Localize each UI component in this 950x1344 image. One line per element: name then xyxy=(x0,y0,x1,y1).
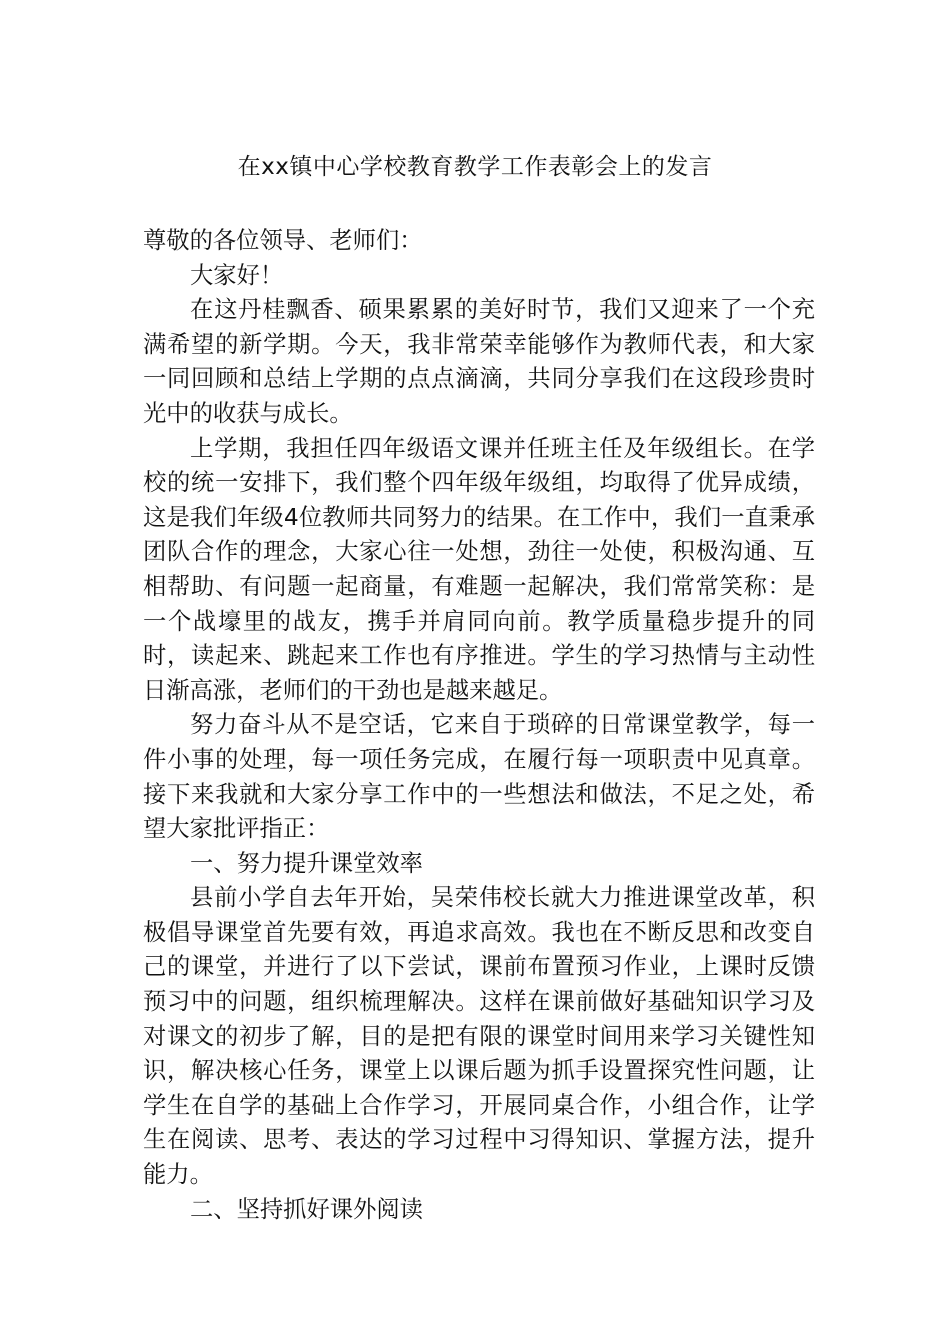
section-paragraph-1: 县前小学自去年开始，吴荣伟校长就大力推进课堂改革，积极倡导课堂首先要有效，再追求高效。我也在不断反思和改变自己的课堂，并进行了以下尝试，课前布置预习作业，上课时反馈预习中的问题，组织梳理解决。这样在课前做好基础知识学习及对课文的初步了解，目的是把有限的课堂时间用来学习关键性知识，解决核心任务，课堂上以课后题为抓手设置探究性问题，让学生在自学的基础上合作学习，开展同桌合作，小组合作，让学生在阅读、思考、表达的学习过程中习得知识、掌握方法，提升能力。 xyxy=(143,884,815,1189)
paragraph-2: 上学期，我担任四年级语文课并任班主任及年级组长。在学校的统一安排下，我们整个四年级年级组，均取得了优异成绩，这是我们年级4位教师共同努力的结果。在工作中，我们一直秉承团队合作的理念，大家心往一处想，劲往一处使，积极沟通、互相帮助、有问题一起商量，有难题一起解决，我们常常笑称：是一个战壕里的战友，携手并肩同向前。教学质量稳步提升的同时，读起来、跳起来工作也有序推进。学生的学习热情与主动性日渐高涨，老师们的干劲也是越来越足。 xyxy=(143,434,815,704)
section-heading-2: 二、坚持抓好课外阅读 xyxy=(190,1195,423,1223)
paragraph-3: 努力奋斗从不是空话，它来自于琐碎的日常课堂教学，每一件小事的处理，每一项任务完成，在履行每一项职责中见真章。接下来我就和大家分享工作中的一些想法和做法，不足之处，希望大家批评指正： xyxy=(143,711,815,843)
greeting: 大家好！ xyxy=(190,261,284,289)
document-title: 在xx镇中心学校教育教学工作表彰会上的发言 xyxy=(237,154,713,180)
paragraph-1: 在这丹桂飘香、硕果累累的美好时节，我们又迎来了一个充满希望的新学期。今天，我非常荣幸能够作为教师代表，和大家一同回顾和总结上学期的点点滴滴，共同分享我们在这段珍贵时光中的收获与成长。 xyxy=(143,296,815,427)
section-heading-1: 一、努力提升课堂效率 xyxy=(190,849,423,877)
document-body xyxy=(143,224,815,1227)
salutation: 尊敬的各位领导、老师们： xyxy=(143,227,423,254)
